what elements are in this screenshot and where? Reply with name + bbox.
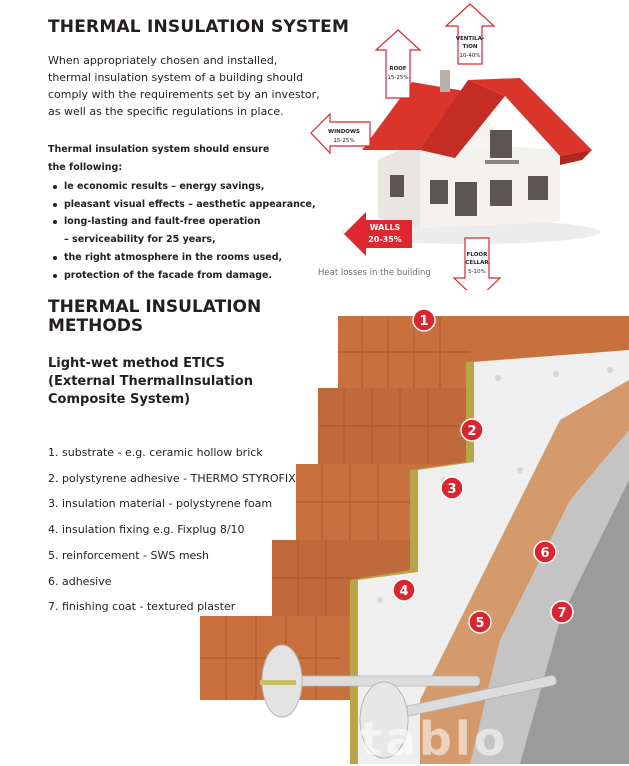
list-item-text: long-lasting and fault-free operation [64, 216, 261, 228]
layer-badge-1 [413, 309, 435, 331]
intro-paragraph: When appropriately chosen and installed, thermal insulation system of a building should comply with the requirements set by an investor, as well as the specific regulations in place. [48, 54, 320, 118]
list-item: 3. insulation material - polystyrene foam [48, 497, 273, 511]
layer-badge-number: 6 [540, 546, 550, 561]
layer-badge-number: 7 [557, 606, 567, 621]
watermark-text: tablo [360, 712, 509, 766]
floor-cellar-value: 5-10% [468, 269, 486, 275]
house-balcony [485, 160, 519, 164]
layer-badge-2 [461, 419, 483, 441]
windows-value: 15-25% [333, 138, 355, 144]
house-window [430, 180, 448, 204]
layer-badge-6 [534, 541, 556, 563]
house-window [528, 176, 548, 200]
list-item-text: protection of the facade from damage. [64, 269, 273, 281]
walls-label: WALLS [369, 223, 401, 232]
layer-badge-4 [393, 579, 415, 601]
list-item: 5. reinforcement - SWS mesh [48, 548, 210, 562]
list-item [50, 178, 316, 196]
list-item: 1. substrate - e.g. ceramic hollow brick [48, 446, 263, 459]
ventilation-label-2: TION [462, 44, 478, 50]
roof-label: ROOF [389, 66, 407, 72]
list-item-text: pleasant visual effects – aesthetic appearance, [64, 198, 316, 210]
layer-badge-5 [469, 611, 491, 633]
bullet-icon [53, 185, 57, 189]
floor-cellar-arrow [454, 238, 500, 290]
wall-section-illustration [195, 300, 629, 764]
list-item: 6. adhesive [48, 574, 112, 588]
house-window [490, 130, 512, 158]
ventilation-label: VENTILA- [455, 36, 485, 42]
ensure-heading: Thermal insulation system should ensure the following: [48, 144, 270, 173]
windows-arrow [311, 114, 370, 153]
list-item [50, 249, 316, 267]
layer-badge-number: 5 [475, 616, 485, 631]
roof-value: 15-25% [387, 75, 409, 81]
house-window [490, 180, 512, 206]
method-title: Light-wet method ETICS (External ThermalInsulation Composite System) [48, 356, 253, 407]
windows-label: WINDOWS [328, 129, 360, 135]
layer-badge-number: 1 [419, 314, 429, 329]
bullet-icon [53, 203, 57, 207]
list-item: 7. finishing coat - textured plaster [48, 600, 236, 614]
list-item-text: le economic results – energy savings, [64, 181, 265, 192]
ventilation-value: 10-40% [459, 53, 481, 59]
layer-badge-number: 4 [399, 584, 409, 599]
list-item-text: – serviceability for 25 years, [64, 234, 216, 246]
bullet-icon [53, 220, 57, 224]
cellar-label: CELLAR [465, 260, 489, 266]
list-item [50, 231, 316, 249]
layer-badge-3 [441, 477, 463, 499]
house-illustration [300, 0, 629, 290]
list-item: 2. polystyrene adhesive - THERMO STYROFIX [48, 471, 296, 485]
layer-badge-number: 3 [447, 482, 457, 497]
section-title: THERMAL INSULATION METHODS [48, 297, 262, 336]
floor-label: FLOOR [466, 252, 488, 258]
house-window [390, 175, 404, 197]
list-item [50, 196, 316, 214]
chimney [440, 70, 450, 92]
house-door [455, 182, 477, 216]
list-item: 4. insulation fixing e.g. Fixplug 8/10 [48, 523, 245, 537]
layer-badge-number: 2 [467, 424, 477, 439]
list-item-text: the right atmosphere in the rooms used, [64, 251, 283, 263]
list-item [50, 267, 316, 285]
benefits-list [50, 178, 316, 284]
house-caption: Heat losses in the building [318, 268, 431, 278]
bullet-icon [53, 274, 57, 278]
ventilation-arrow [446, 4, 494, 64]
layer-badge-7 [551, 601, 573, 623]
list-item [50, 213, 316, 231]
walls-value: 20-35% [368, 235, 402, 244]
bullet-icon [53, 256, 57, 260]
page-title: THERMAL INSULATION SYSTEM [48, 17, 350, 37]
